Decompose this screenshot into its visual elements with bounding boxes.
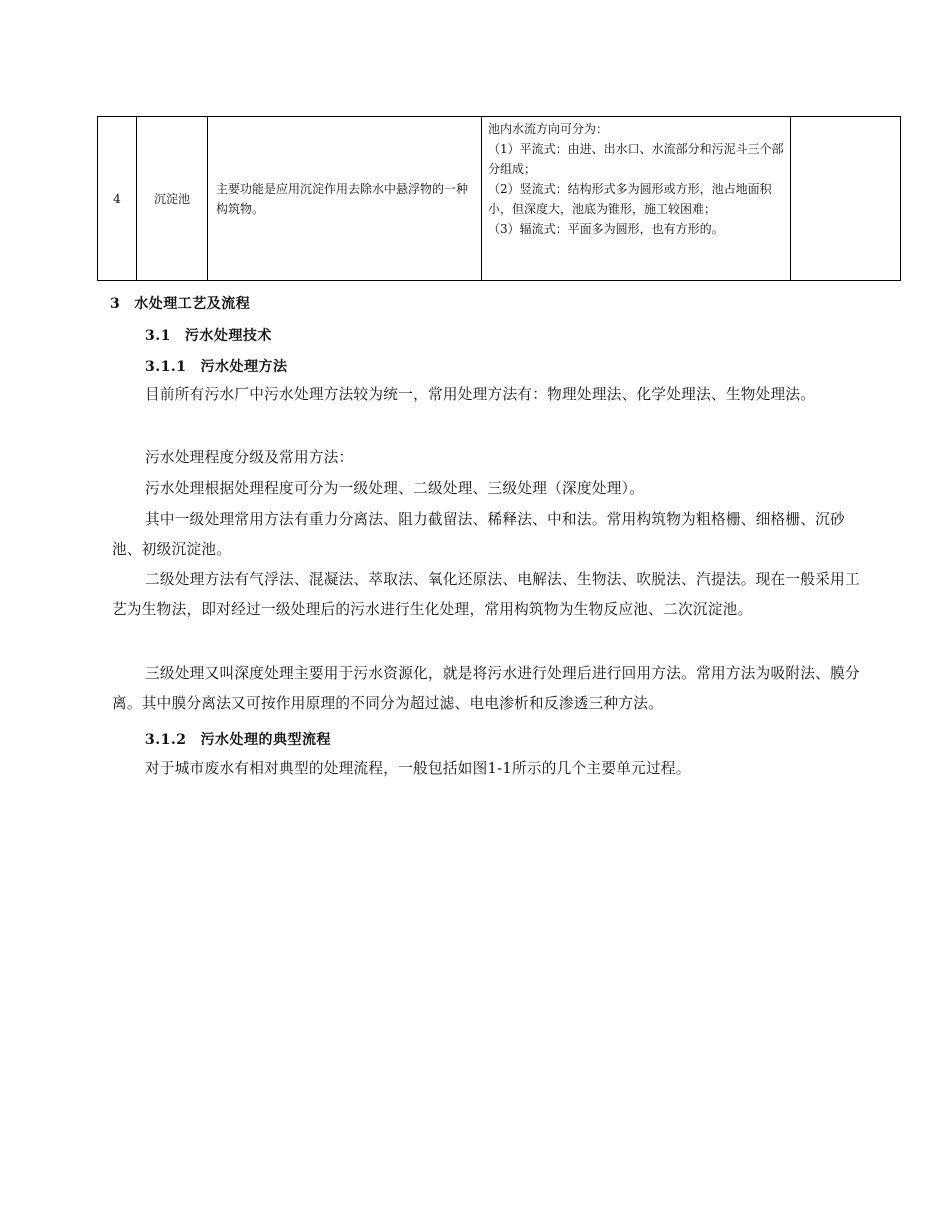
section-3-heading [110, 293, 250, 313]
section-title: 污水处理方法 [200, 359, 288, 375]
section-number: 3.1 [145, 328, 171, 344]
paragraph: 目前所有污水厂中污水处理方法较为统一，常用处理方法有：物理处理法、化学处理法、生物处理法。 [145, 386, 816, 403]
paragraph: 二级处理方法有气浮法、混凝法、萃取法、氧化还原法、电解法、生物法、吹脱法、汽提法。现在一般采用工艺为生物法，即对经过一级处理后的污水进行生化处理，常用构筑物为生物反应池、二次沉淀池。 [112, 571, 860, 618]
table-row [98, 117, 901, 281]
facility-name: 沉淀池 [137, 117, 208, 281]
paragraph: 三级处理又叫深度处理主要用于污水资源化，就是将污水进行处理后进行回用方法。常用方法为吸附法、膜分离。其中膜分离法又可按作用原理的不同分为超过滤、电电渗析和反渗透三种方法。 [112, 665, 860, 712]
section-title: 污水处理技术 [184, 328, 272, 344]
section-number: 3.1.2 [145, 732, 187, 748]
facility-table [97, 116, 901, 281]
detail-line: （2）竖流式：结构形式多为圆形或方形，池占地面积小，但深度大，池底为锥形，施工较困难； [488, 182, 772, 216]
row-number: 4 [98, 117, 137, 281]
paragraph: 污水处理根据处理程度可分为一级处理、二级处理、三级处理（深度处理）。 [145, 480, 645, 497]
remark-cell [791, 117, 901, 281]
detail-line: （1）平流式：由进、出水口、水流部分和污泥斗三个部分组成； [488, 142, 784, 176]
section-3-1-heading [145, 325, 272, 345]
section-number: 3 [110, 296, 121, 312]
section-title: 水处理工艺及流程 [134, 296, 251, 312]
section-number: 3.1.1 [145, 359, 187, 375]
paragraph: 污水处理程度分级及常用方法： [145, 449, 354, 466]
section-3-1-2-heading [145, 729, 331, 749]
detail-line: 池内水流方向可分为： [488, 122, 609, 136]
paragraph: 对于城市废水有相对典型的处理流程，一般包括如图1-1所示的几个主要单元过程。 [145, 760, 691, 777]
facility-function: 主要功能是应用沉淀作用去除水中悬浮物的一种构筑物。 [208, 117, 482, 281]
section-title: 污水处理的典型流程 [200, 732, 331, 748]
section-3-1-1-heading [145, 356, 287, 376]
facility-detail [482, 117, 791, 281]
paragraph: 其中一级处理常用方法有重力分离法、阻力截留法、稀释法、中和法。常用构筑物为粗格栅、细格栅、沉砂池、初级沉淀池。 [112, 511, 846, 558]
detail-line: （3）辐流式：平面多为圆形，也有方形的。 [488, 222, 724, 236]
